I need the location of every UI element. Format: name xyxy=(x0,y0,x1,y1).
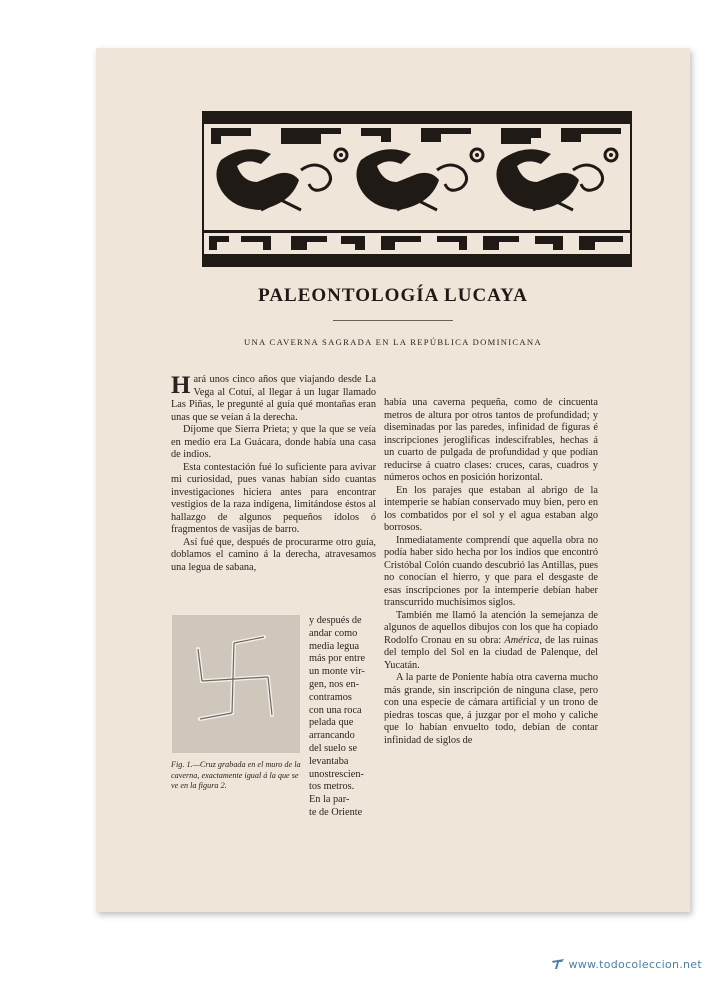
text-line: En la par- xyxy=(309,794,350,806)
text-line: levantaba xyxy=(309,755,349,767)
paragraph: Díjome que Sierra Prieta; y que la que se veía en medio era La Guácara, donde había una casa de indios. xyxy=(171,424,376,460)
paragraph: En los parajes que estaban al abrigo de la intemperie se habían conservado muy bien, pero en los combatidos por el sol y el agua estaban algo borrosos. xyxy=(384,484,598,533)
article-subtitle: UNA CAVERNA SAGRADA EN LA REPÚBLICA DOMINICANA xyxy=(244,337,542,347)
magazine-page xyxy=(96,48,690,912)
paragraph: A la parte de Poniente había otra caverna mucho más grande, sin inscripción de ninguna clase, pero con una especie de cámara artificial y un trono de piedras toscas que, á juzgar por el moho y caliche que lo habían envuelto todo, debían de contar infinidad de siglos de xyxy=(384,672,598,746)
decorative-header-band xyxy=(201,110,633,268)
text-column-wrap xyxy=(309,615,377,820)
paragraph: Inmediatamente comprendí que aquella obra no podía haber sido hecha por los indios que encontró Cristóbal Colón cuando descubrió las Antillas, pues no conocían el hierro, y que para el desgaste de esas inscripciones por la intemperie debían haber transcurrido muchísimos siglos. xyxy=(384,534,598,608)
figure-caption: Fig. 1.—Cruz grabada en el muro de la caverna, exactamente igual á la que se ve en la figura 2. xyxy=(171,760,301,790)
text-line: arrancando xyxy=(309,730,355,742)
text-line: media legua xyxy=(309,640,360,652)
text-line: andar como xyxy=(309,627,358,639)
text-line: con una roca xyxy=(309,704,362,716)
paragraph: Así fué que, después de procurarme otro guía, doblamos el camino á la derecha, atravesamos una legua de sabana, xyxy=(171,536,376,573)
text-line: del suelo se xyxy=(309,742,358,754)
text-line: más por entre xyxy=(309,653,366,665)
book-title: América xyxy=(504,634,540,646)
text-line: gen, nos en- xyxy=(309,678,360,690)
text-column-right xyxy=(384,397,598,747)
title-rule xyxy=(333,320,453,321)
text-line: tos metros. xyxy=(309,781,355,793)
text-line: un monte vir- xyxy=(309,666,365,678)
drop-cap: H xyxy=(171,372,191,399)
swastika-cross-icon xyxy=(172,615,300,753)
text-line: te de Oriente xyxy=(309,806,363,818)
paragraph: ará unos cinco años que viajando desde La Vega al Cotuí, al llegar á un lugar llamado Las Piñas, le pregunté al guía qué montañas eran unas que se veían á la derecha. xyxy=(171,374,376,423)
text-line: pelada que xyxy=(309,717,354,729)
text-span: , de las ruinas del templo del Sol en la ciudad de Palenque, del Yucatán. xyxy=(384,634,598,671)
text-line: contramos xyxy=(309,691,352,703)
text-line: y después de xyxy=(309,615,362,626)
paragraph: había una caverna pequeña, como de cincuenta metros de altura por otros tantos de profundidad; y diseminadas por las paredes, infinidad de figuras é inscripciones jeroglíficas indescifrables, hechas á un cuarto de pulgada de profundidad y que podían reducirse á cuatro clases: cruces, caras, cuadros y números ochos en posición horizontal. xyxy=(384,397,598,483)
paragraph: Esta contestación fué lo suficiente para avivar mi curiosidad, pues vanas habían sido cuantas investigaciones hiciera antes para encontrar vestigios de la raza indígena, limitándose éstos al hallazgo de algunos pequeños ídolos ó fragmentos de vasijas de barro. xyxy=(171,461,376,535)
text-span: También me llamó la atención la semejanza de algunos de aquellos dibujos con los que ha copiado Rodolfo Cronau en su obra: xyxy=(384,609,598,646)
paragraph xyxy=(384,610,598,673)
watermark[interactable] xyxy=(551,958,702,971)
watermark-text: www.todocoleccion.net xyxy=(568,958,702,971)
text-line: unostrescien- xyxy=(309,768,364,780)
text-column-left xyxy=(171,374,376,574)
todocoleccion-logo-icon xyxy=(551,958,565,970)
article-title: PALEONTOLOGÍA LUCAYA xyxy=(258,285,528,306)
